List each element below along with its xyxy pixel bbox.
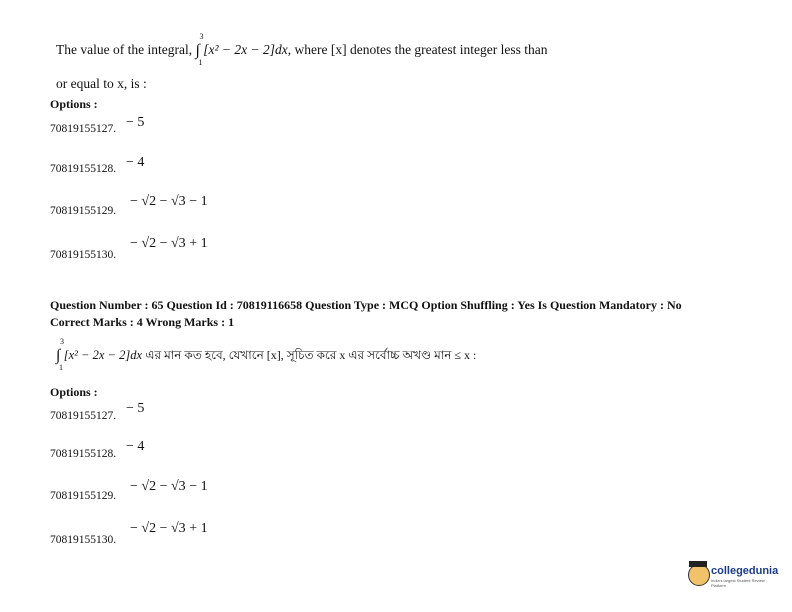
sqrt-2: √2 — [141, 236, 157, 251]
sqrt-2: √2 — [141, 521, 157, 536]
q2-option-id-4: 70819155130. — [50, 534, 117, 546]
q1-option-text-2: − 4 — [126, 155, 145, 170]
q2-option-text-1: − 5 — [126, 401, 145, 416]
q2-options-label: Options : — [50, 385, 98, 399]
q2-option-text-2: − 4 — [126, 439, 145, 454]
sqrt-3: √3 — [171, 521, 186, 536]
q1-option-text-4: − √2 − √3 + 1 — [130, 236, 208, 251]
q1-option-id-1: 70819155127. — [50, 123, 117, 135]
sqrt-3: √3 — [171, 236, 186, 251]
mascot-icon — [688, 564, 710, 586]
integral-symbol: ∫ 3 1 — [195, 31, 204, 67]
collegedunia-logo — [688, 562, 779, 588]
q1-statement — [56, 31, 548, 67]
q2-integrand: [x² − 2x − 2]dx — [63, 348, 143, 362]
q1-suffix: , where [x] denotes the greatest integer less than — [287, 42, 548, 57]
logo-tagline: India's largest Student Review Platform — [711, 578, 765, 588]
q2-option-text-3: − √2 − √3 − 1 — [130, 479, 208, 494]
graduation-cap-icon — [689, 561, 707, 567]
q2-bengali-text: এর মান কত হবে, যেখানে [x], সূচিত করে x এর সর্বোচ্চ অখণ্ড মান ≤ x : — [145, 348, 477, 362]
q2-header-line1: Question Number : 65 Question Id : 70819116658 Question Type : MCQ Option Shuffling : Yes Is Question Mandatory : No — [50, 298, 682, 312]
q2-header-line2: Correct Marks : 4 Wrong Marks : 1 — [50, 315, 235, 329]
q1-option-id-3: 70819155129. — [50, 205, 117, 217]
q1-integrand: [x² − 2x − 2]dx — [203, 42, 288, 57]
q2-option-id-3: 70819155129. — [50, 490, 117, 502]
q1-option-text-1: − 5 — [126, 115, 145, 130]
q2-option-id-1: 70819155127. — [50, 410, 117, 422]
q2-statement — [56, 336, 477, 372]
sqrt-2: √2 — [141, 479, 157, 494]
q2-option-id-2: 70819155128. — [50, 448, 117, 460]
sqrt-3: √3 — [171, 194, 186, 209]
q1-options-label: Options : — [50, 97, 98, 111]
logo-name: collegedunia — [711, 565, 779, 577]
integral-upper-limit: 3 — [199, 31, 204, 41]
sqrt-3: √3 — [171, 479, 186, 494]
integral-upper-limit: 3 — [60, 336, 64, 346]
sqrt-2: √2 — [141, 194, 157, 209]
integral-lower-limit: 1 — [198, 57, 203, 67]
integral-lower-limit: 1 — [59, 362, 63, 372]
q1-option-text-3: − √2 − √3 − 1 — [130, 194, 208, 209]
q2-option-text-4: − √2 − √3 + 1 — [130, 521, 208, 536]
integral-symbol: ∫ 3 1 — [56, 336, 64, 372]
q1-prefix: The value of the integral, — [56, 42, 193, 57]
q1-statement-line2: or equal to x, is : — [56, 76, 147, 91]
q1-option-id-2: 70819155128. — [50, 163, 117, 175]
q1-option-id-4: 70819155130. — [50, 249, 117, 261]
